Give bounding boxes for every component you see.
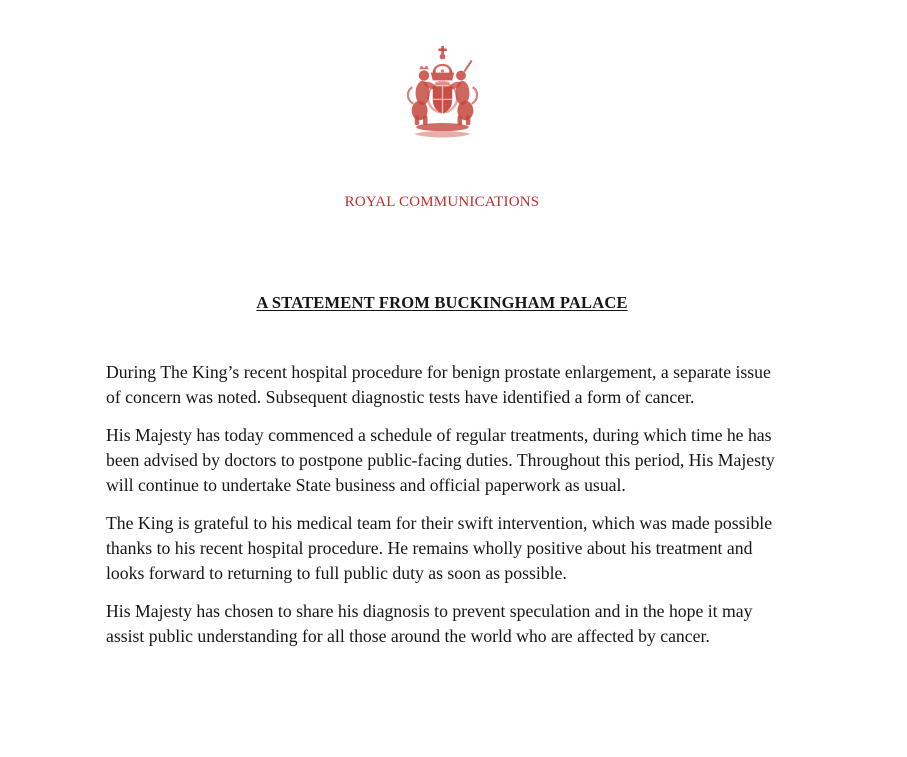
- statement-paragraph-4: His Majesty has chosen to share his diagnosis to prevent speculation and in the hope it may assist public understanding for all those around the world who are affected by cancer.: [106, 601, 753, 646]
- letterhead: [106, 45, 778, 211]
- royal-coat-of-arms-icon: [389, 45, 496, 145]
- statement-paragraph-2: His Majesty has today commenced a schedule of regular treatments, during which time he has been advised by doctors to postpone public-facing duties. Throughout this period, His Majesty will continue to undertake State business and official paperwork as usual.: [106, 425, 775, 495]
- statement-paragraph-1: During The King’s recent hospital procedure for benign prostate enlargement, a separate issue of concern was noted. Subsequent diagnostic tests have identified a form of cancer.: [106, 362, 771, 407]
- content-column: [106, 0, 778, 662]
- statement-paragraph-3: The King is grateful to his medical team for their swift intervention, which was made possible thanks to his recent hospital procedure. He remains wholly positive about his treatment and looks forward to returning to full public duty as soon as possible.: [106, 513, 773, 583]
- org-name: ROYAL COMMUNICATIONS: [344, 194, 540, 210]
- statement-body: [106, 360, 778, 649]
- statement-title: A STATEMENT FROM BUCKINGHAM PALACE: [256, 293, 628, 312]
